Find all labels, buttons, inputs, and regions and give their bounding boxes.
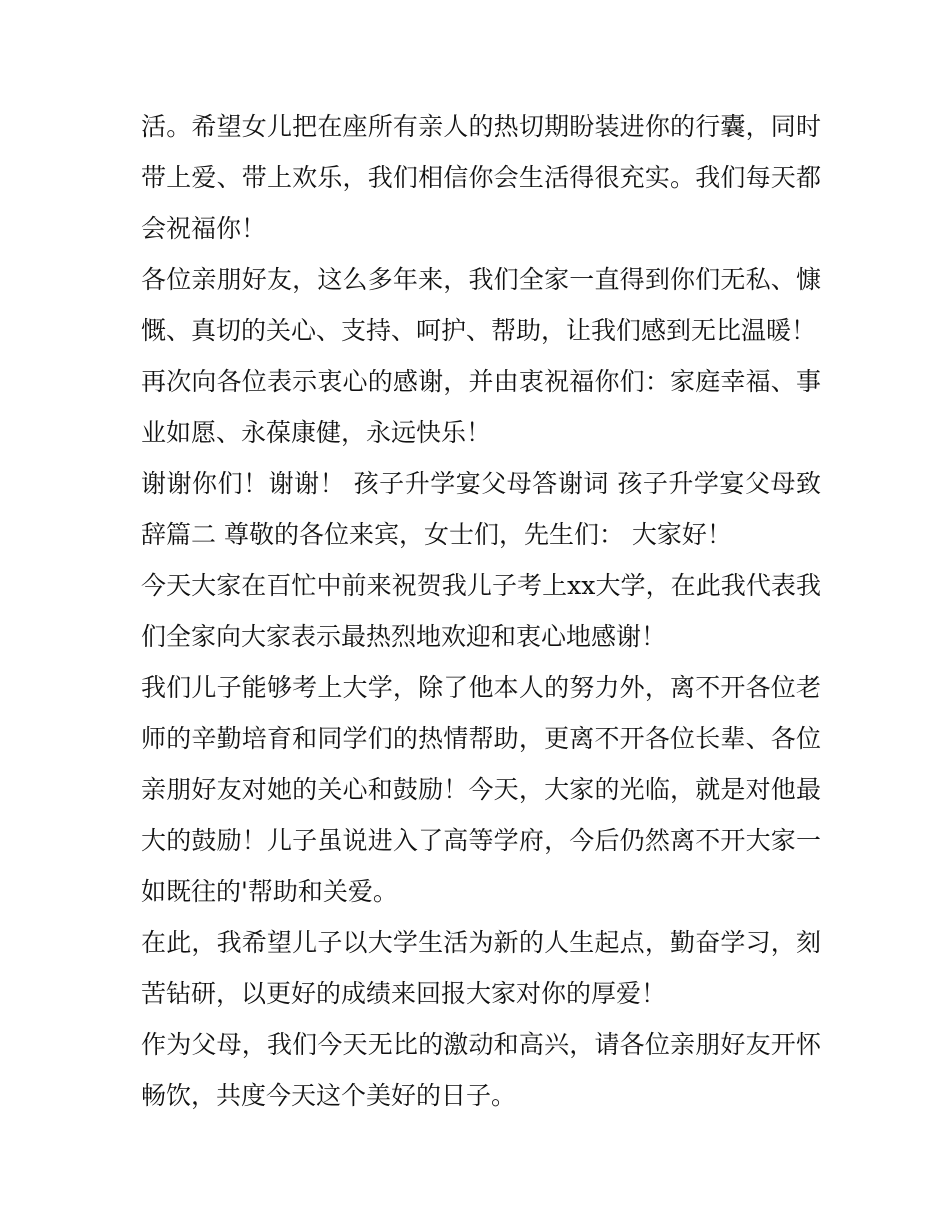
- paragraph-wishes: 再次向各位表示衷心的感谢，并由衷祝福你们：家庭幸福、事业如愿、永葆康健，永远快乐！: [141, 367, 821, 447]
- paragraph-hope: 在此，我希望儿子以大学生活为新的人生起点，勤奋学习，刻苦钻研，以更好的成绩来回报大家对你的厚爱！: [141, 928, 821, 1008]
- paragraph-blessing: 活。希望女儿把在座所有亲人的热切期盼装进你的行囊，同时带上爱、带上欢乐，我们相信你会生活得很充实。我们每天都会祝福你！: [141, 112, 821, 243]
- paragraph-gratitude: 我们儿子能够考上大学，除了他本人的努力外，离不开各位老师的辛勤培育和同学们的热情帮助，更离不开各位长辈、各位亲朋好友对她的关心和鼓励！今天，大家的光临，就是对他最大的鼓励！儿子虽说进入了高等学府，今后仍然离不开大家一如既往的'帮助和关爱。: [141, 673, 821, 906]
- paragraph-welcome: 今天大家在百忙中前来祝贺我儿子考上xx大学，在此我代表我们全家向大家表示最热烈地欢迎和衷心地感谢！: [141, 571, 821, 651]
- paragraph-speech-two-opening: 谢谢你们！谢谢！ 孩子升学宴父母答谢词 孩子升学宴父母致辞篇二 尊敬的各位来宾，女士们，先生们： 大家好！: [141, 469, 821, 549]
- paragraph-thanks-friends: 各位亲朋好友，这么多年来，我们全家一直得到你们无私、慷慨、真切的关心、支持、呵护、帮助，让我们感到无比温暖！: [141, 265, 821, 345]
- document-body: [141, 101, 821, 1121]
- paragraph-closing: 作为父母，我们今天无比的激动和高兴，请各位亲朋好友开怀畅饮，共度今天这个美好的日子。: [141, 1030, 821, 1110]
